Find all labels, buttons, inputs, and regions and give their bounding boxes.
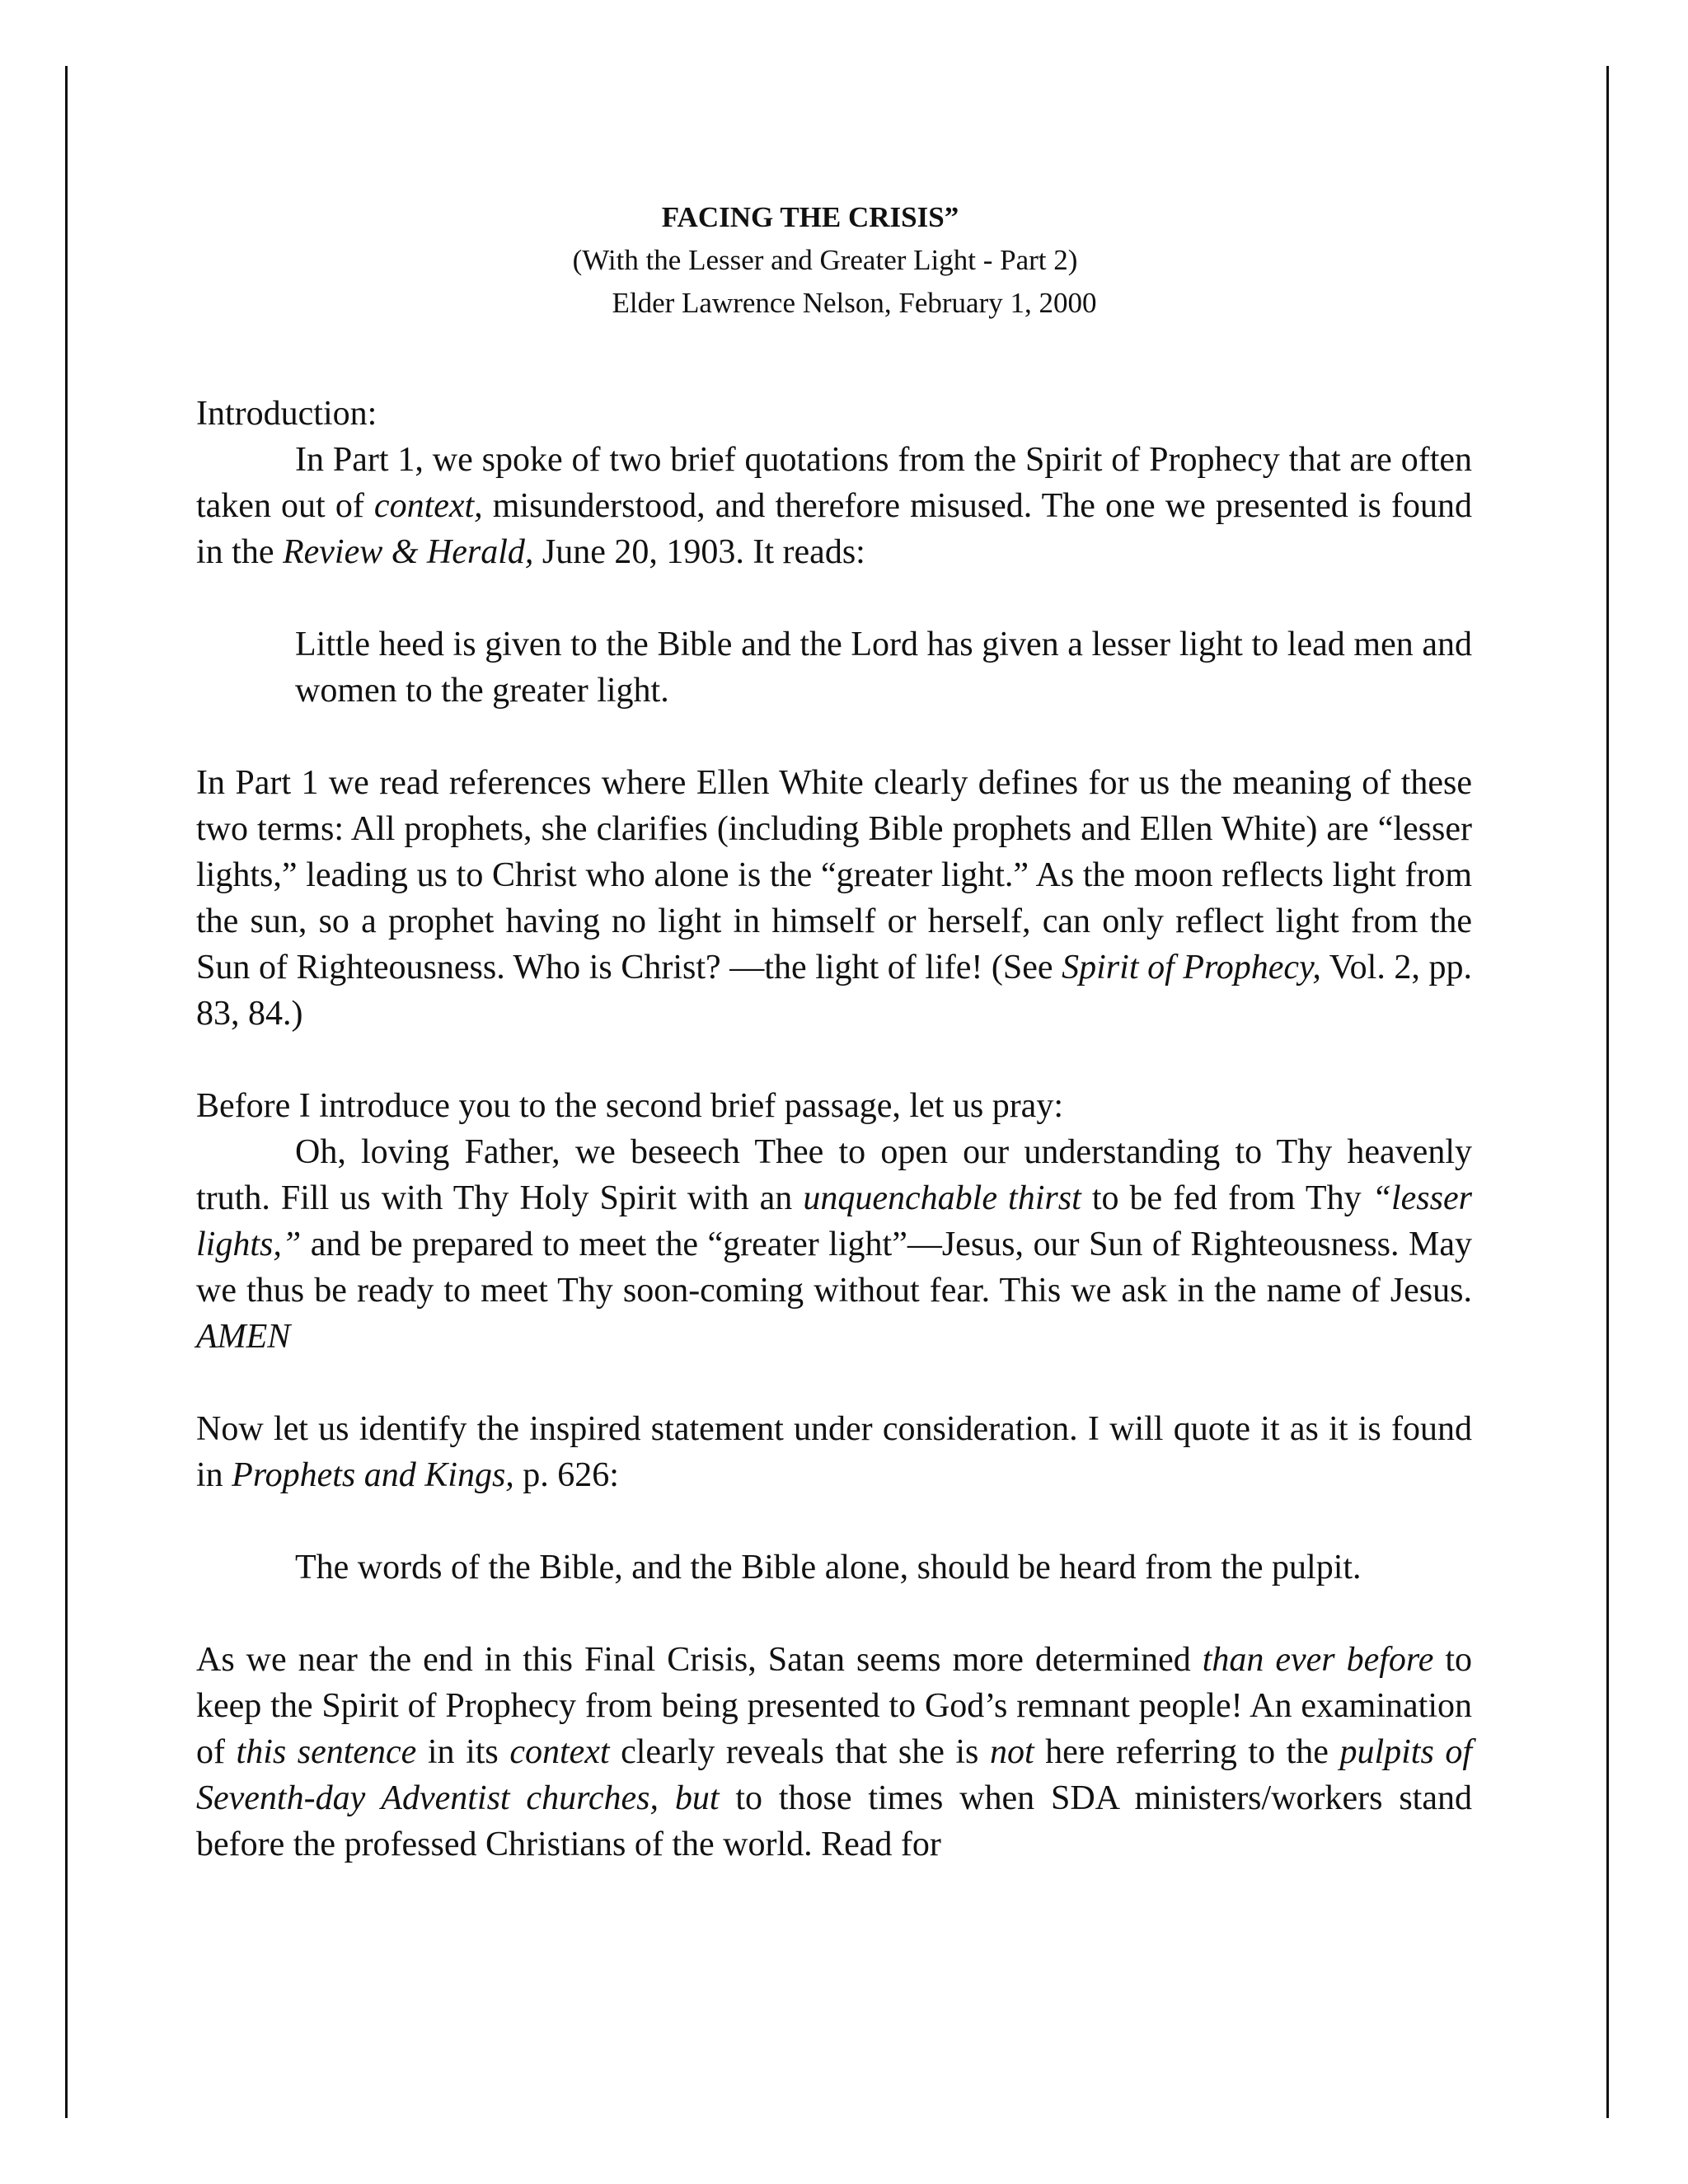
text-run: p. 626:: [513, 1456, 619, 1494]
italic-run: Prophets and Kings,: [232, 1456, 514, 1494]
italic-run: Spirit of Prophecy,: [1062, 949, 1321, 987]
text-run: misunderstood, and therefore misused. The one we presented is found in the: [196, 487, 1472, 571]
paragraph-before-prayer: Before I introduce you to the second brief passage, let us pray:: [196, 1087, 1063, 1125]
text-run: Vol. 2, pp. 83, 84.): [196, 949, 1473, 1033]
paragraph-part1-summary: [196, 437, 1472, 575]
right-margin-rule: [1606, 66, 1609, 2118]
text-run: Now let us identify the inspired statement under consideration. I will quote it as it is found in: [196, 1410, 1472, 1494]
italic-run: “lesser lights,”: [196, 1179, 1472, 1263]
block-quote-prophets-and-kings: The words of the Bible, and the Bible alone, should be heard from the pulpit.: [295, 1549, 1362, 1586]
document-title: FACING THE CRISIS”: [661, 201, 959, 233]
paragraph-lesser-lights: [196, 760, 1472, 1037]
text-run: to those times when SDA ministers/workers stand before the professed Christians of the world. Read for: [196, 1779, 1472, 1863]
italic-run: this sentence: [236, 1733, 417, 1771]
document-subtitle: (With the Lesser and Greater Light - Part 2): [572, 244, 1078, 276]
text-run: in its: [416, 1733, 510, 1771]
text-run: clearly reveals that she is: [609, 1733, 990, 1771]
italic-run: pulpits of Seventh-day Adventist churches, but: [196, 1733, 1473, 1817]
text-run: to be fed from Thy: [1081, 1179, 1372, 1217]
document-body: [196, 391, 1472, 1868]
text-run: As we near the end in this Final Crisis, Satan seems more determined: [196, 1641, 1203, 1679]
italic-run: Review & Herald,: [282, 533, 534, 571]
block-quote-review-herald: Little heed is given to the Bible and the Lord has given a lesser light to lead men and women to the greater light.: [295, 626, 1472, 710]
text-run: to keep the Spirit of Prophecy from being presented to God’s remnant people! An examination of: [196, 1641, 1472, 1771]
text-run: Oh, loving Father, we beseech Thee to open our understanding to Thy heavenly truth. Fill us with Thy Holy Spirit with an: [196, 1133, 1472, 1217]
paragraph-inspired-statement: [196, 1406, 1472, 1498]
left-margin-rule: [65, 66, 68, 2118]
document-header: [0, 196, 1688, 325]
text-run: here referring to the: [1034, 1733, 1340, 1771]
italic-run: than ever before: [1202, 1641, 1434, 1679]
italic-run: AMEN: [196, 1318, 291, 1356]
text-run: and be prepared to meet the “greater light”—Jesus, our Sun of Righteousness. May we thus be ready to meet Thy soon-coming without fear. This we ask in the name of Jesus.: [196, 1226, 1472, 1310]
document-byline: Elder Lawrence Nelson, February 1, 2000: [612, 287, 1097, 319]
text-run: In Part 1, we spoke of two brief quotations from the Spirit of Prophecy that are often taken out of: [196, 441, 1472, 525]
italic-run: context,: [373, 487, 483, 525]
paragraph-final-crisis: [196, 1637, 1472, 1868]
paragraph-prayer: [196, 1129, 1472, 1360]
italic-run: not: [989, 1733, 1034, 1771]
italic-run: unquenchable thirst: [803, 1179, 1081, 1217]
text-run: June 20, 1903. It reads:: [533, 533, 865, 571]
introduction-heading: Introduction:: [196, 395, 377, 433]
text-run: In Part 1 we read references where Ellen White clearly defines for us the meaning of these two terms: All prophets, she clarifies (including Bible prophets and Ellen White) are “lesser lights,” leading us to Christ who alone is the “greater light.” As the moon reflects light from the sun, so a prophet having no light in himself or herself, can only reflect light from the Sun of Righteousness. Who is Christ? —the light of life! (See: [196, 764, 1472, 987]
italic-run: context: [509, 1733, 610, 1771]
